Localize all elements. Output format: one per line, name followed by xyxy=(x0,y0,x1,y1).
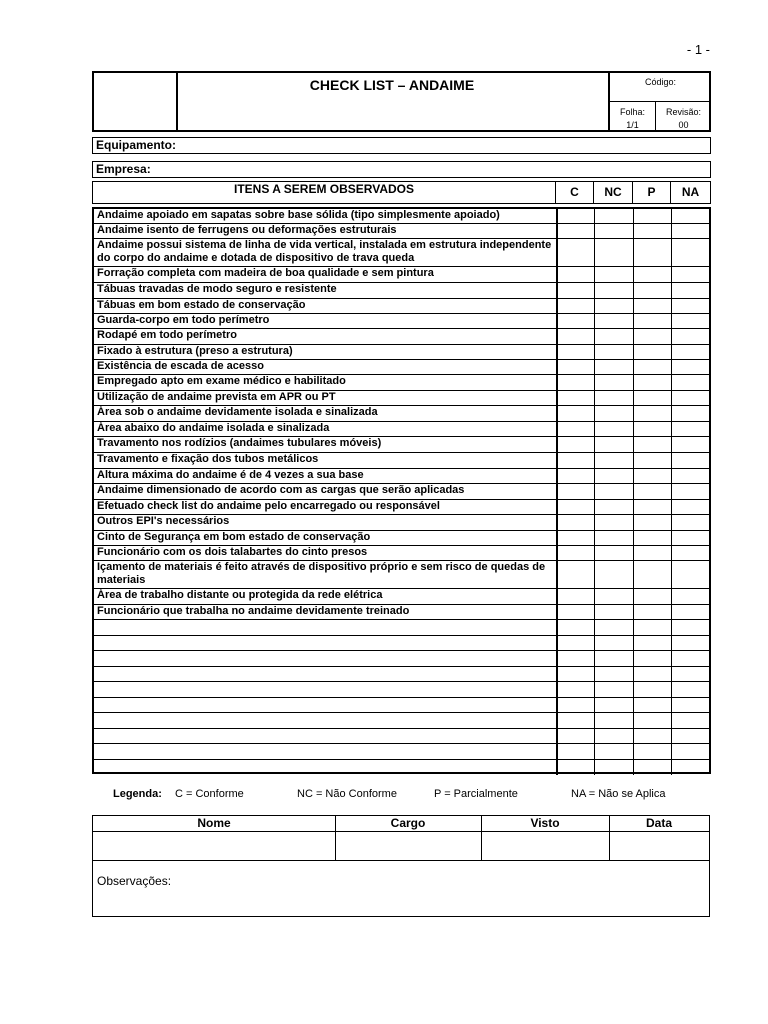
nc-cell[interactable] xyxy=(594,744,633,759)
checklist-header xyxy=(92,181,711,204)
nc-cell[interactable] xyxy=(594,239,633,266)
checklist-item-label: Utilização de andaime prevista em APR ou PT xyxy=(97,391,336,403)
checklist-item-label: Andaime apoiado em sapatas sobre base sólida (tipo simplesmente apoiado) xyxy=(97,209,500,221)
na-cell[interactable] xyxy=(671,561,709,588)
p-cell[interactable] xyxy=(633,299,671,313)
na-cell[interactable] xyxy=(671,469,709,483)
p-cell[interactable] xyxy=(633,453,671,468)
nc-cell[interactable] xyxy=(594,651,633,666)
checklist-table xyxy=(92,207,711,774)
c-cell[interactable] xyxy=(556,636,594,651)
na-cell[interactable] xyxy=(671,314,709,328)
nc-header: NC xyxy=(593,182,632,203)
nc-cell[interactable] xyxy=(594,469,633,483)
na-cell[interactable] xyxy=(671,760,709,776)
c-cell[interactable] xyxy=(556,314,594,328)
c-cell[interactable] xyxy=(556,239,594,266)
na-cell[interactable] xyxy=(671,589,709,604)
checklist-item-label: Empregado apto em exame médico e habilitado xyxy=(97,375,346,387)
p-cell[interactable] xyxy=(633,283,671,298)
checklist-item-label: Outros EPI's necessários xyxy=(97,515,230,527)
logo-area xyxy=(94,73,178,130)
checklist-row xyxy=(94,515,709,531)
blank-row xyxy=(94,651,709,667)
itens-header: ITENS A SEREM OBSERVADOS xyxy=(233,182,415,196)
checklist-row xyxy=(94,589,709,605)
nc-cell[interactable] xyxy=(594,500,633,514)
na-cell[interactable] xyxy=(671,484,709,499)
checklist-item-label: Andaime possui sistema de linha de vida vertical, instalada em estrutura independente do corpo do andaime e dotada de dispositivo de trava queda xyxy=(97,239,552,264)
na-cell[interactable] xyxy=(671,605,709,619)
p-cell[interactable] xyxy=(633,484,671,499)
na-cell[interactable] xyxy=(671,209,709,223)
checklist-item-label: Tábuas em bom estado de conservação xyxy=(97,299,306,311)
checklist-row xyxy=(94,422,709,437)
checklist-row xyxy=(94,484,709,500)
c-cell[interactable] xyxy=(556,406,594,421)
nc-cell[interactable] xyxy=(594,299,633,313)
p-cell[interactable] xyxy=(633,605,671,619)
c-cell[interactable] xyxy=(556,546,594,560)
p-cell[interactable] xyxy=(633,589,671,604)
checklist-item-label: Área abaixo do andaime isolada e sinalizada xyxy=(97,422,330,434)
blank-row xyxy=(94,760,709,776)
na-cell[interactable] xyxy=(671,329,709,344)
nc-cell[interactable] xyxy=(594,484,633,499)
empresa-field[interactable]: Empresa: xyxy=(92,161,711,178)
nc-cell[interactable] xyxy=(594,636,633,651)
p-cell[interactable] xyxy=(633,391,671,405)
na-cell[interactable] xyxy=(671,267,709,282)
c-cell[interactable] xyxy=(556,391,594,405)
na-cell[interactable] xyxy=(671,636,709,651)
na-cell[interactable] xyxy=(671,667,709,682)
blank-row xyxy=(94,636,709,652)
blank-row xyxy=(94,667,709,683)
nc-cell[interactable] xyxy=(594,224,633,238)
na-cell[interactable] xyxy=(671,239,709,266)
nc-cell[interactable] xyxy=(594,453,633,468)
folha-box xyxy=(610,102,656,132)
p-cell[interactable] xyxy=(633,209,671,223)
c-cell[interactable] xyxy=(556,437,594,452)
checklist-row xyxy=(94,239,709,267)
checklist-item-label: Tábuas travadas de modo seguro e resistente xyxy=(97,283,337,295)
c-cell[interactable] xyxy=(556,760,594,776)
cargo-header: Cargo xyxy=(335,816,481,832)
nc-cell[interactable] xyxy=(594,713,633,728)
na-cell[interactable] xyxy=(671,422,709,436)
checklist-row xyxy=(94,561,709,589)
c-cell[interactable] xyxy=(556,283,594,298)
na-cell[interactable] xyxy=(671,283,709,298)
blank-row xyxy=(94,744,709,760)
blank-row xyxy=(94,698,709,714)
nc-cell[interactable] xyxy=(594,667,633,682)
p-cell[interactable] xyxy=(633,500,671,514)
checklist-row xyxy=(94,469,709,484)
c-cell[interactable] xyxy=(556,698,594,713)
legend-label: Legenda: xyxy=(113,788,162,800)
c-cell[interactable] xyxy=(556,453,594,468)
checklist-row xyxy=(94,224,709,239)
document-header xyxy=(92,71,711,132)
nc-cell[interactable] xyxy=(594,437,633,452)
blank-row xyxy=(94,620,709,636)
c-header: C xyxy=(555,182,593,203)
na-cell[interactable] xyxy=(671,437,709,452)
na-cell[interactable] xyxy=(671,651,709,666)
nc-cell[interactable] xyxy=(594,531,633,545)
checklist-row xyxy=(94,453,709,469)
nome-header: Nome xyxy=(93,816,335,832)
p-cell[interactable] xyxy=(633,239,671,266)
legend-na: NA = Não se Aplica xyxy=(571,788,666,800)
c-cell[interactable] xyxy=(556,360,594,374)
checklist-row xyxy=(94,406,709,422)
nc-cell[interactable] xyxy=(594,360,633,374)
checklist-item-label: Área sob o andaime devidamente isolada e sinalizada xyxy=(97,406,378,418)
checklist-item-label: Travamento nos rodízios (andaimes tubulares móveis) xyxy=(97,437,382,449)
nc-cell[interactable] xyxy=(594,605,633,619)
nc-cell[interactable] xyxy=(594,283,633,298)
p-cell[interactable] xyxy=(633,360,671,374)
checklist-row xyxy=(94,283,709,299)
equipamento-field[interactable]: Equipamento: xyxy=(92,137,711,154)
na-header: NA xyxy=(670,182,710,203)
blank-row xyxy=(94,729,709,745)
checklist-row xyxy=(94,375,709,391)
legend-nc: NC = Não Conforme xyxy=(297,788,397,800)
p-cell[interactable] xyxy=(633,314,671,328)
checklist-item-label: Área de trabalho distante ou protegida da rede elétrica xyxy=(97,589,383,601)
p-cell[interactable] xyxy=(633,406,671,421)
nc-cell[interactable] xyxy=(594,561,633,588)
codigo-label: Código: xyxy=(610,73,711,102)
checklist-row xyxy=(94,345,709,360)
na-cell[interactable] xyxy=(671,515,709,530)
na-cell[interactable] xyxy=(671,729,709,744)
checklist-row xyxy=(94,267,709,283)
p-cell[interactable] xyxy=(633,515,671,530)
c-cell[interactable] xyxy=(556,515,594,530)
checklist-row xyxy=(94,546,709,561)
p-header: P xyxy=(632,182,670,203)
checklist-item-label: Andaime isento de ferrugens ou deformações estruturais xyxy=(97,224,397,236)
checklist-item-label: Altura máxima do andaime é de 4 vezes a sua base xyxy=(97,469,364,481)
signature-table xyxy=(92,815,710,917)
nc-cell[interactable] xyxy=(594,620,633,635)
nc-cell[interactable] xyxy=(594,329,633,344)
blank-row xyxy=(94,682,709,698)
nc-cell[interactable] xyxy=(594,345,633,359)
na-cell[interactable] xyxy=(671,500,709,514)
p-cell[interactable] xyxy=(633,267,671,282)
na-cell[interactable] xyxy=(671,620,709,635)
p-cell[interactable] xyxy=(633,546,671,560)
c-cell[interactable] xyxy=(556,589,594,604)
checklist-item-label: Efetuado check list do andaime pelo encarregado ou responsável xyxy=(97,500,440,512)
legend-p: P = Parcialmente xyxy=(434,788,518,800)
na-cell[interactable] xyxy=(671,682,709,697)
data-header: Data xyxy=(609,816,709,832)
nc-cell[interactable] xyxy=(594,698,633,713)
p-cell[interactable] xyxy=(633,698,671,713)
checklist-row xyxy=(94,437,709,453)
c-cell[interactable] xyxy=(556,605,594,619)
p-cell[interactable] xyxy=(633,729,671,744)
nc-cell[interactable] xyxy=(594,682,633,697)
na-cell[interactable] xyxy=(671,391,709,405)
checklist-row xyxy=(94,299,709,314)
nc-cell[interactable] xyxy=(594,546,633,560)
nc-cell[interactable] xyxy=(594,406,633,421)
na-cell[interactable] xyxy=(671,744,709,759)
c-cell[interactable] xyxy=(556,651,594,666)
checklist-item-label: Andaime dimensionado de acordo com as cargas que serão aplicadas xyxy=(97,484,465,496)
na-cell[interactable] xyxy=(671,531,709,545)
na-cell[interactable] xyxy=(671,224,709,238)
c-cell[interactable] xyxy=(556,209,594,223)
checklist-item-label: Travamento e fixação dos tubos metálicos xyxy=(97,453,319,465)
checklist-item-label: Funcionário com os dois talabartes do cinto presos xyxy=(97,546,368,558)
na-cell[interactable] xyxy=(671,453,709,468)
p-cell[interactable] xyxy=(633,760,671,776)
revisao-box xyxy=(656,102,711,132)
na-cell[interactable] xyxy=(671,698,709,713)
checklist-row xyxy=(94,314,709,329)
nc-cell[interactable] xyxy=(594,314,633,328)
na-cell[interactable] xyxy=(671,299,709,313)
c-cell[interactable] xyxy=(556,500,594,514)
checklist-item-label: Cinto de Segurança em bom estado de conservação xyxy=(97,531,371,543)
checklist-row xyxy=(94,209,709,224)
observacoes-label: Observações: xyxy=(97,874,172,888)
p-cell[interactable] xyxy=(633,713,671,728)
c-cell[interactable] xyxy=(556,267,594,282)
c-cell[interactable] xyxy=(556,620,594,635)
c-cell[interactable] xyxy=(556,531,594,545)
folha-label: Folha: xyxy=(619,107,645,117)
nc-cell[interactable] xyxy=(594,760,633,776)
c-cell[interactable] xyxy=(556,299,594,313)
checklist-item-label: Fixado à estrutura (preso a estrutura) xyxy=(97,345,293,357)
c-cell[interactable] xyxy=(556,561,594,588)
nc-cell[interactable] xyxy=(594,589,633,604)
na-cell[interactable] xyxy=(671,345,709,359)
revisao-label: Revisão: xyxy=(665,107,701,117)
nc-cell[interactable] xyxy=(594,375,633,390)
revisao-value: 00 xyxy=(678,120,689,130)
checklist-row xyxy=(94,391,709,406)
c-cell[interactable] xyxy=(556,329,594,344)
c-cell[interactable] xyxy=(556,713,594,728)
nc-cell[interactable] xyxy=(594,209,633,223)
nc-cell[interactable] xyxy=(594,391,633,405)
p-cell[interactable] xyxy=(633,224,671,238)
p-cell[interactable] xyxy=(633,469,671,483)
p-cell[interactable] xyxy=(633,329,671,344)
na-cell[interactable] xyxy=(671,546,709,560)
c-cell[interactable] xyxy=(556,345,594,359)
p-cell[interactable] xyxy=(633,375,671,390)
p-cell[interactable] xyxy=(633,345,671,359)
checklist-item-label: Rodapé em todo perímetro xyxy=(97,329,237,341)
checklist-item-label: Içamento de materiais é feito através de dispositivo próprio e sem risco de quedas de materiais xyxy=(97,561,546,586)
c-cell[interactable] xyxy=(556,224,594,238)
checklist-row xyxy=(94,360,709,375)
checklist-row xyxy=(94,531,709,546)
nc-cell[interactable] xyxy=(594,729,633,744)
visto-header: Visto xyxy=(481,816,609,832)
c-cell[interactable] xyxy=(556,484,594,499)
c-cell[interactable] xyxy=(556,744,594,759)
c-cell[interactable] xyxy=(556,682,594,697)
c-cell[interactable] xyxy=(556,422,594,436)
nc-cell[interactable] xyxy=(594,267,633,282)
document-title: CHECK LIST – ANDAIME xyxy=(176,73,610,130)
p-cell[interactable] xyxy=(633,422,671,436)
nc-cell[interactable] xyxy=(594,422,633,436)
checklist-item-label: Funcionário que trabalha no andaime devidamente treinado xyxy=(97,605,410,617)
p-cell[interactable] xyxy=(633,744,671,759)
c-cell[interactable] xyxy=(556,469,594,483)
legend-c: C = Conforme xyxy=(175,788,244,800)
na-cell[interactable] xyxy=(671,406,709,421)
p-cell[interactable] xyxy=(633,651,671,666)
checklist-item-label: Existência de escada de acesso xyxy=(97,360,264,372)
page-number: - 1 - xyxy=(686,42,710,57)
nc-cell[interactable] xyxy=(594,515,633,530)
na-cell[interactable] xyxy=(671,360,709,374)
checklist-item-label: Forração completa com madeira de boa qualidade e sem pintura xyxy=(97,267,434,279)
p-cell[interactable] xyxy=(633,561,671,588)
checklist-row xyxy=(94,605,709,620)
folha-value: 1/1 xyxy=(626,120,639,130)
p-cell[interactable] xyxy=(633,667,671,682)
c-cell[interactable] xyxy=(556,375,594,390)
na-cell[interactable] xyxy=(671,713,709,728)
signature-row[interactable] xyxy=(93,832,709,861)
na-cell[interactable] xyxy=(671,375,709,390)
p-cell[interactable] xyxy=(633,620,671,635)
c-cell[interactable] xyxy=(556,667,594,682)
p-cell[interactable] xyxy=(633,437,671,452)
checklist-item-label: Guarda-corpo em todo perímetro xyxy=(97,314,270,326)
p-cell[interactable] xyxy=(633,682,671,697)
blank-row xyxy=(94,713,709,729)
p-cell[interactable] xyxy=(633,531,671,545)
p-cell[interactable] xyxy=(633,636,671,651)
checklist-row xyxy=(94,329,709,345)
checklist-row xyxy=(94,500,709,515)
c-cell[interactable] xyxy=(556,729,594,744)
